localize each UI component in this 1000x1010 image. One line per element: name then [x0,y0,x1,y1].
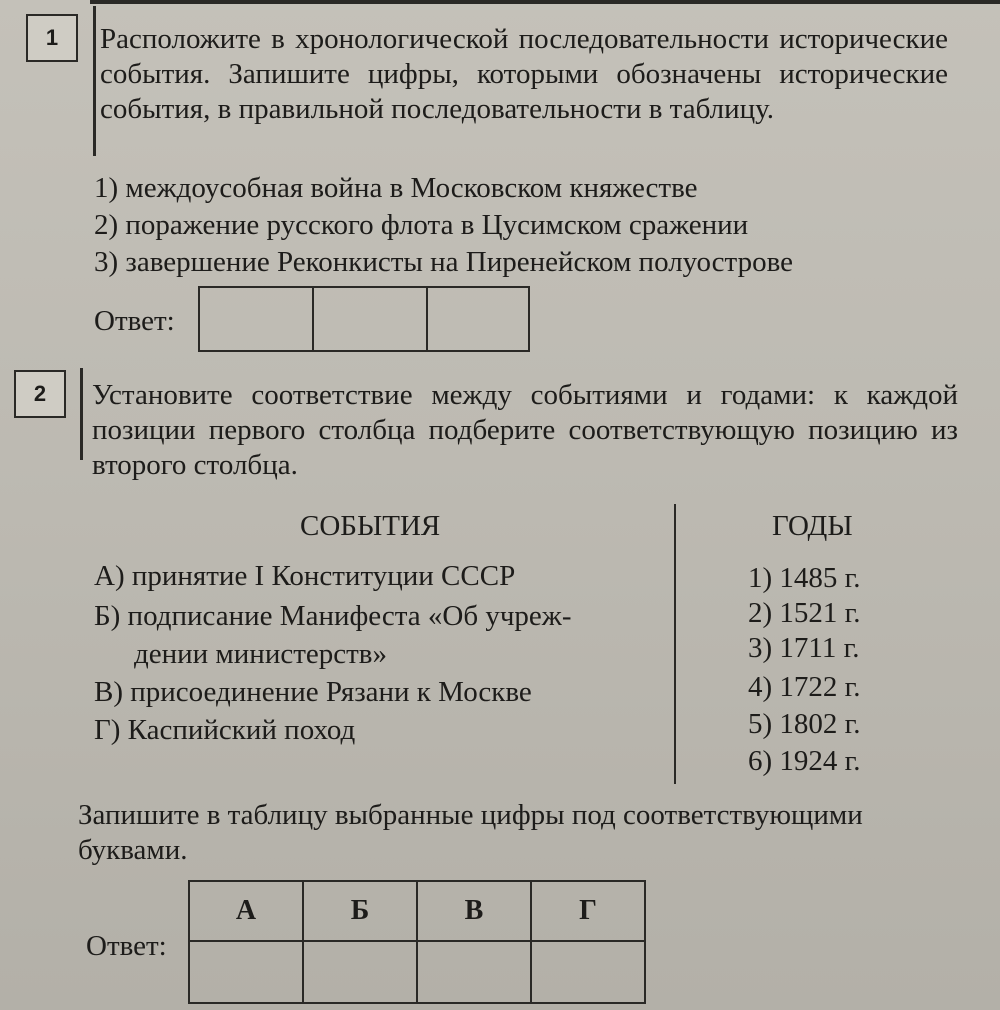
task1-answer-cell-2[interactable] [313,287,427,351]
task1-divider [93,6,96,156]
task2-answer-cell-g[interactable] [531,941,645,1003]
year-3: 3) 1711 г. [748,632,860,664]
event-v: В) присоединение Рязани к Москве [94,676,532,708]
task2-answer-cell-b[interactable] [303,941,417,1003]
event-b-line2: дении министерств» [134,638,387,670]
letter-a: А [189,881,303,941]
letter-b: Б [303,881,417,941]
task1-number: 1 [45,25,59,50]
year-2: 2) 1521 г. [748,597,861,629]
year-1: 1) 1485 г. [748,562,861,594]
task1-answer-label: Ответ: [94,305,175,337]
column-separator [674,504,676,784]
task1-item-2: 2) поражение русского флота в Цусимском сражении [94,209,749,241]
year-5: 5) 1802 г. [748,708,861,740]
task2-text: Установите соответствие между событиями и годами: к каждой позиции первого столбца подберите соответствующую позицию из второго столбца. [92,379,958,481]
events-header: СОБЫТИЯ [300,510,441,542]
year-6: 6) 1924 г. [748,745,861,777]
task1-answer-cell-3[interactable] [427,287,529,351]
letter-g: Г [531,881,645,941]
task2-answer-table [188,880,646,1004]
year-4: 4) 1722 г. [748,671,861,703]
event-g: Г) Каспийский поход [94,714,356,746]
task1-number-box [26,14,78,62]
task2-answer-cell-a[interactable] [189,941,303,1003]
task1-answer-cell-1[interactable] [199,287,313,351]
task1-item-1: 1) междоусобная война в Московском княжестве [94,172,698,204]
task2-instruction: Запишите в таблицу выбранные цифры под соответствующими буквами. [78,799,863,866]
task1-item-3: 3) завершение Реконкисты на Пиренейском полуострове [94,246,793,278]
letter-v: В [417,881,531,941]
task2-answer-label: Ответ: [86,930,167,962]
event-a: А) принятие I Конституции СССР [94,560,516,592]
event-b-line1: Б) подписание Манифеста «Об учреж- [94,600,572,632]
task2-number: 2 [33,381,47,406]
task1-answer-table [198,286,530,352]
task2-number-box [14,370,66,418]
task2-divider [80,368,83,460]
years-header: ГОДЫ [772,510,853,542]
task2-answer-cell-v[interactable] [417,941,531,1003]
task1-text: Расположите в хронологической последовательности исторические события. Запишите цифры, которыми обозначены исторические события, в правильной последовательности в таблицу. [100,23,948,125]
top-rule [90,0,1000,4]
